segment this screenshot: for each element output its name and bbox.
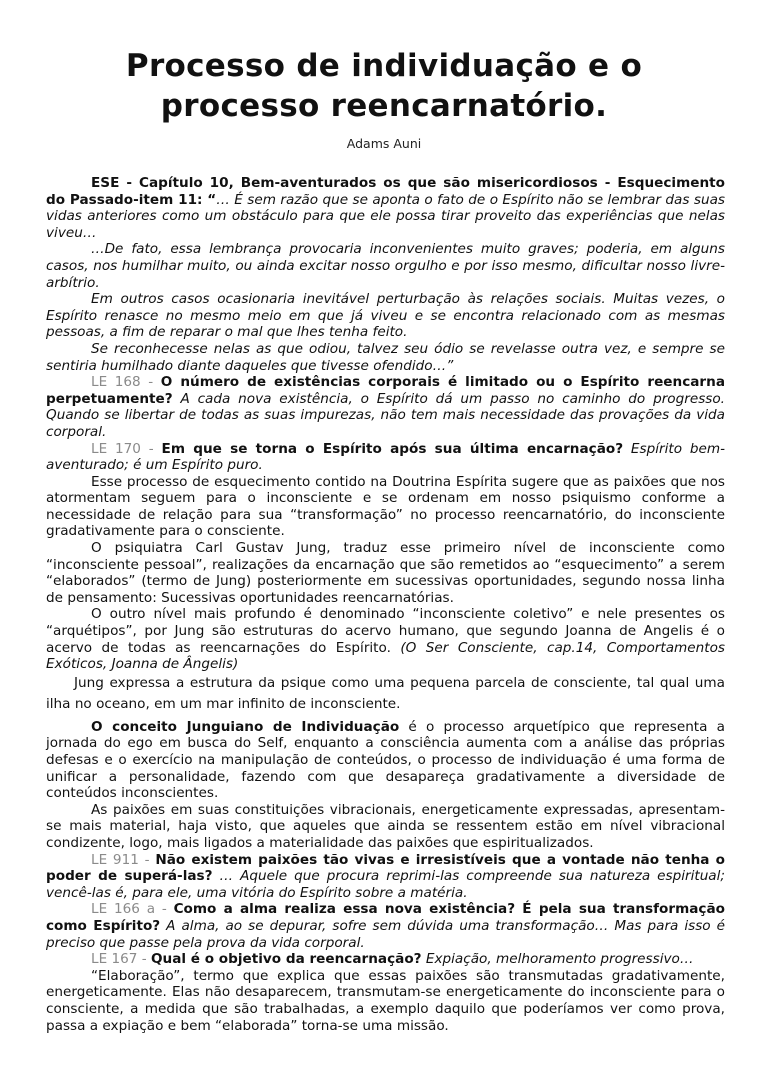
individuacao-paragraph: [46, 719, 725, 802]
italic-text: A cada nova existência, o Espírito dá um passo no caminho do progresso. Quando se libertar de todas as suas impurezas, não tem mais necessidade das provações da vida corporal.: [46, 390, 725, 440]
body-text: Esse processo de esquecimento contido na Doutrina Espírita sugere que as paixões que nos atormentam seguem para o inconsciente e se ordenam em nosso psiquismo conforme a necessidade de relação para sua “transformação” no processo reencarnatório, do inconsciente gradativamente para o consciente.: [46, 473, 725, 540]
ese-paragraph: [46, 175, 725, 241]
document-page: [0, 46, 768, 1070]
body-text: é o processo arquetípico que representa a jornada do ego em busca do Self, enquanto a consciência aumenta com a análise das próprias defesas e o exercício na manipulação de conteúdos, o processo de individuação é uma forma de unificar a personalidade, fazendo com que desapareça gradativamente a diversidade de conteúdos inconscientes.: [46, 718, 725, 802]
le-168-paragraph: [46, 374, 725, 440]
italic-text: (O Ser Consciente, cap.14, Comportamentos Exóticos, Joanna de Ângelis): [46, 639, 726, 673]
le-166a-paragraph: [46, 901, 725, 951]
document-body: [0, 151, 768, 1034]
quote-paragraph-2: [46, 241, 725, 291]
body-text: As paixões em suas constituições vibracionais, energeticamente expressadas, apresentam-se mais material, haja visto, que aqueles que ainda se ressentem estão em nível vibracional condizente, logo, mais ligados a materialidade das paixões que espiritualizados.: [46, 801, 725, 851]
italic-text: Em outros casos ocasionaria inevitável perturbação às relações sociais. Muitas vezes, o Espírito renasce no mesmo meio em que já viveu e se encontra relacionado com as mesmas pessoas, a fim de reparar o mal que lhes tenha feito.: [46, 291, 725, 341]
title-line-2: processo reencarnatório.: [160, 88, 608, 124]
italic-text: … Aquele que procura reprimi-las compreende sua natureza espiritual; vencê-las é, para ele, uma vitória do Espírito sobre a matéria.: [46, 868, 725, 901]
italic-text: … É sem razão que se aponta o fato de o Espírito não se lembrar das suas vidas anteriores como um obstáculo para que ele possa tirar proveito das experiências que nelas viveu…: [46, 191, 725, 241]
quote-paragraph-4: [46, 341, 725, 374]
italic-text: Expiação, melhoramento progressivo…: [421, 951, 694, 968]
quote-paragraph-3: [46, 291, 725, 341]
document-title: [40, 46, 728, 126]
italic-text: Se reconhecesse nelas as que odiou, talvez seu ódio se revelasse outra vez, e sempre se sentiria humilhado diante daqueles que tivesse ofendido…”: [46, 340, 725, 374]
jung-paragraph: [46, 540, 725, 606]
bold-text: Em que se torna o Espírito após sua última encarnação?: [161, 440, 624, 457]
bold-text: ESE - Capítulo 10, Bem-aventurados os que são misericordiosos - Esquecimento do Passado-item 11: “: [46, 175, 725, 208]
italic-text: …De fato, essa lembrança provocaria inconvenientes muito graves; poderia, em alguns casos, nos humilhar muito, ou ainda excitar nosso orgulho e por isso mesmo, dificultar nosso livre-arbítrio.: [46, 241, 725, 291]
le-911-paragraph: [46, 852, 725, 902]
title-line-1: Processo de individuação e o: [125, 48, 643, 84]
elaboracao-paragraph: [46, 968, 725, 1034]
le-167-paragraph: [46, 951, 725, 968]
author-name: Adams Auni: [346, 136, 422, 151]
question-reference: LE 167 -: [91, 951, 151, 968]
question-reference: LE 168 -: [91, 374, 161, 391]
body-text: O psiquiatra Carl Gustav Jung, traduz esse primeiro nível de inconsciente como “inconsciente pessoal”, realizações da encarnação que são remetidos ao “esquecimento” a serem “elaborados” (termo de Jung) posteriormente em sucessivas oportunidades, segundo nossa linha de pensamento: Sucessivas oportunidades reencarnatórias.: [46, 540, 725, 606]
bold-text: Qual é o objetivo da reencarnação?: [150, 951, 422, 968]
question-reference: LE 170 -: [91, 440, 162, 457]
italic-text: Espírito bem-aventurado; é um Espírito puro.: [46, 440, 725, 474]
question-reference: LE 166 a -: [91, 901, 174, 918]
italic-text: A alma, ao se depurar, sofre sem dúvida uma transformação… Mas para isso é preciso que passe pela prova da vida corporal.: [46, 917, 725, 951]
coletivo-paragraph: [46, 606, 725, 672]
psique-paragraph: [46, 673, 725, 715]
paixoes-paragraph: [46, 802, 725, 852]
body-text: Jung expressa a estrutura da psique como uma pequena parcela de consciente, tal qual uma ilha no oceano, em um mar infinito de inconsciente.: [46, 674, 725, 712]
bold-text: O número de existências corporais é limitado ou o Espírito reencarna perpetuamente?: [46, 374, 725, 407]
le-170-paragraph: [46, 441, 725, 474]
question-reference: LE 911 -: [91, 851, 156, 868]
bold-text: Como a alma realiza essa nova existência? É pela sua transformação como Espírito?: [46, 901, 725, 934]
body-text: O outro nível mais profundo é denominado “inconsciente coletivo” e nele presentes os “arquétipos”, por Jung são estruturas do acervo humano, que segundo Joanna de Angelis é o acervo de todas as reencarnações do Espírito.: [46, 606, 725, 656]
esquecimento-paragraph: [46, 474, 725, 540]
body-text: “Elaboração”, termo que explica que essas paixões são transmutadas gradativamente, energeticamente. Elas não desaparecem, transmutam-se energeticamente do inconsciente para o consciente, a medida que são trabalhadas, a exemplo daquilo que poderíamos ver como prova, passa a expiação e bem “elaborada” torna-se uma missão.: [46, 967, 725, 1034]
bold-text: O conceito Junguiano de Individuação: [91, 718, 400, 735]
bold-text: Não existem paixões tão vivas e irresistíveis que a vontade não tenha o poder de superá-las?: [46, 851, 725, 885]
